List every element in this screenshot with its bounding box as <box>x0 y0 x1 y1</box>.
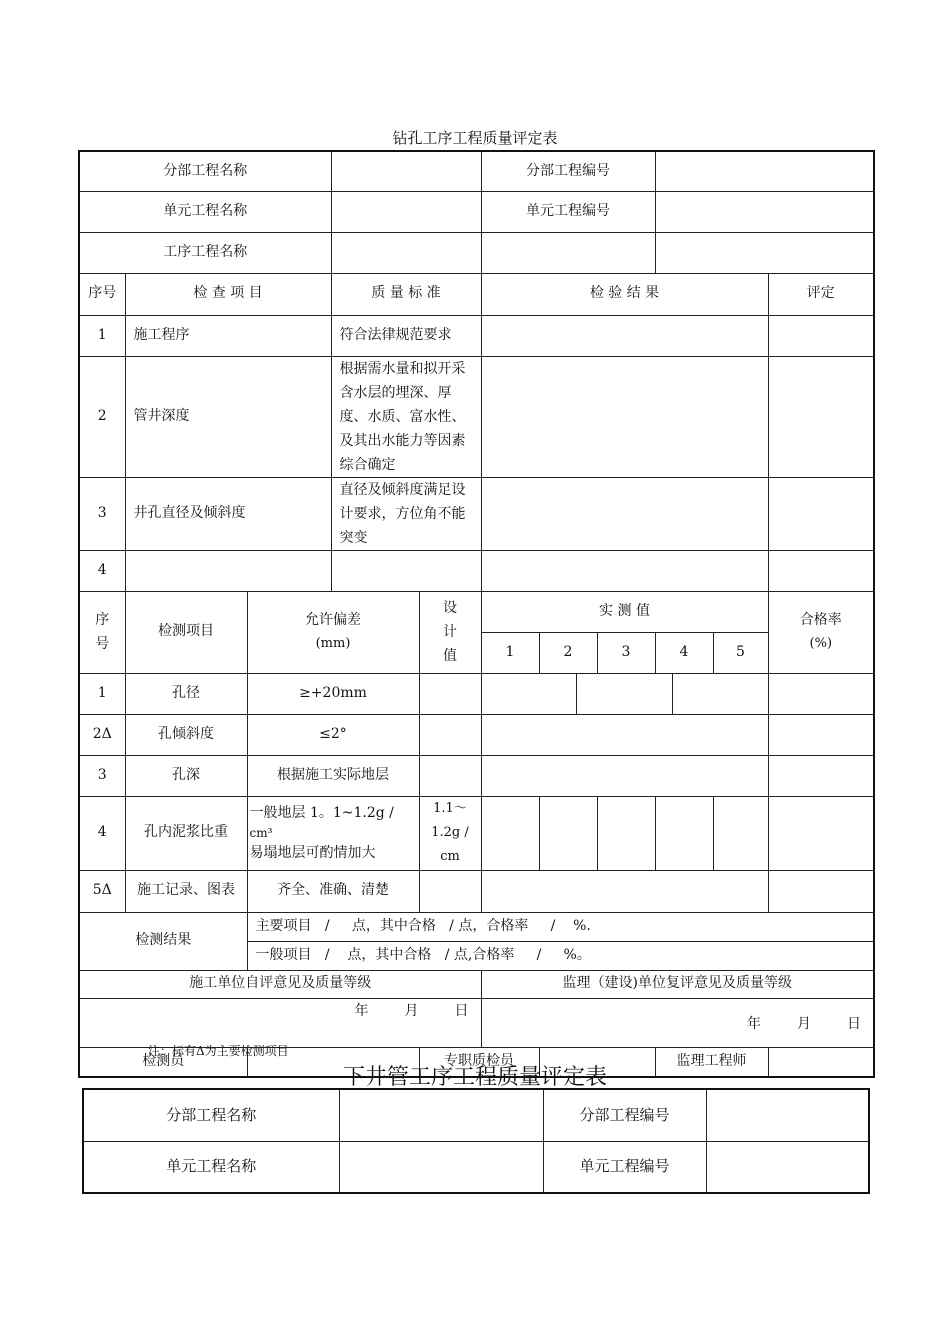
pass-rate-cell[interactable] <box>768 870 874 912</box>
unit-name-value[interactable] <box>331 191 481 232</box>
pass-rate-header: 合格率 (%) <box>768 591 874 673</box>
measured-values[interactable] <box>481 755 768 796</box>
pass-rate-cell[interactable] <box>768 673 874 714</box>
result-label: 检测结果 <box>79 912 247 970</box>
division-name-label: 分部工程名称 <box>79 151 331 191</box>
table-row: 5Δ 施工记录、图表 齐全、准确、清楚 <box>79 870 874 912</box>
supervisor-label: 监理工程师 <box>655 1047 768 1077</box>
measured-value-5[interactable] <box>713 796 768 870</box>
supervision-label: 监理（建设)单位复评意见及质量等级 <box>481 970 874 998</box>
standard-header: 质 量 标 准 <box>331 273 481 315</box>
measure-item-header: 检测项目 <box>125 591 247 673</box>
quality-inspector-label: 专职质检员 <box>419 1047 539 1077</box>
measured-value-3[interactable] <box>597 796 655 870</box>
footnote: 注：标有Δ为主要检测项目 <box>148 1044 289 1058</box>
unit-code-value[interactable] <box>655 191 874 232</box>
pass-rate-cell[interactable] <box>768 796 874 870</box>
rating-cell[interactable] <box>768 315 874 356</box>
measured-header: 实 测 值 <box>481 591 768 632</box>
self-eval-cell[interactable]: 年 月 日 <box>79 998 481 1047</box>
form1-title: 钻孔工序工程质量评定表 <box>392 129 558 147</box>
pass-rate-cell[interactable] <box>768 714 874 755</box>
measured-value-4[interactable] <box>655 796 713 870</box>
item-header: 检 查 项 目 <box>125 273 331 315</box>
division-code-value[interactable] <box>655 151 874 191</box>
measured-value-1[interactable] <box>481 796 539 870</box>
pass-rate-cell[interactable] <box>768 755 874 796</box>
table-row: 2Δ 孔倾斜度 ≤2° <box>79 714 874 755</box>
division-code-label: 分部工程编号 <box>481 151 655 191</box>
unit-name-value-2[interactable] <box>339 1141 543 1193</box>
result-cell[interactable] <box>481 315 768 356</box>
result-cell[interactable] <box>481 356 768 477</box>
table-row: 3 孔深 根据施工实际地层 <box>79 755 874 796</box>
rating-header: 评定 <box>768 273 874 315</box>
unit-code-value-2[interactable] <box>706 1141 869 1193</box>
result-cell[interactable] <box>481 477 768 550</box>
measure-seq-header: 序 号 <box>79 591 125 673</box>
design-value-header: 设 计 值 <box>419 591 481 673</box>
unit-name-label: 单元工程名称 <box>79 191 331 232</box>
process-name-label: 工序工程名称 <box>79 232 331 273</box>
division-code-label-2: 分部工程编号 <box>543 1089 706 1141</box>
table-row: 1 孔径 ≥+20mm <box>79 673 874 714</box>
table-row: 2 管井深度 根据需水量和拟开采含水层的埋深、厚度、水质、富水性、及其出水能力等因素综合确定 <box>79 356 874 477</box>
unit-name-label-2: 单元工程名称 <box>83 1141 339 1193</box>
main-items-result: 主要项目 / 点，其中合格 / 点，合格率 / %. <box>247 912 874 941</box>
rating-cell[interactable] <box>768 356 874 477</box>
division-code-value-2[interactable] <box>706 1089 869 1141</box>
measured-values[interactable] <box>481 714 768 755</box>
supervision-cell[interactable]: 年 月 日 <box>481 998 874 1047</box>
drilling-quality-table: 分部工程名称 分部工程编号 单元工程名称 单元工程编号 工序工程名称 序号 检 查 项 目 质 量 标 准 检 验 结 果 评定 1 施工程序 符合法律规范要求 2 管井深度 根据需水量和拟开采含水层的埋深、厚度、水质、富水性、及其出水能力等因素综合确定 3 井孔直径及倾斜度 直径及倾斜度满足设计要求，方位角不能突变 4 序 号 检测项目 允许偏差 (mm) 设 计 值 实 测 值 合格率 (%) 1 2 3 4 5 1 孔径 ≥+20mm 2Δ 孔倾斜度 ≤2° 3 孔深 根据施工实际地层 4 孔内泥浆比重 一般地层 1。1~1.2g / cm³ 易塌地层可酌情加大 1.1～1.2g / cm 5Δ 施工记录、图表 齐全、准确、清楚 检测结果 主要项目 / 点，其中合格 / 点，合格率 / %. 一般项目 / 点，其中合格 / 点,合格率 / %。 施工单位自评意见及质量等级 监理（建设)单位复评意见及质量等级 年 月 日 年 月 日 检测员 专职质检员 监理工程师 <box>78 150 875 1078</box>
result-cell[interactable] <box>481 550 768 591</box>
general-items-result: 一般项目 / 点，其中合格 / 点,合格率 / %。 <box>247 941 874 970</box>
seq-header: 序号 <box>79 273 125 315</box>
measured-values[interactable] <box>481 673 768 714</box>
pipe-quality-table <box>82 1088 870 1194</box>
rating-cell[interactable] <box>768 550 874 591</box>
result-header: 检 验 结 果 <box>481 273 768 315</box>
table-row: 3 井孔直径及倾斜度 直径及倾斜度满足设计要求，方位角不能突变 <box>79 477 874 550</box>
process-name-value[interactable] <box>331 232 481 273</box>
division-name-label-2: 分部工程名称 <box>83 1089 339 1141</box>
rating-cell[interactable] <box>768 477 874 550</box>
division-name-value-2[interactable] <box>339 1089 543 1141</box>
measured-value-2[interactable] <box>539 796 597 870</box>
form2-title: 下井管工序工程质量评定表 <box>342 1065 607 1090</box>
inspector-label: 检测员 <box>79 1047 247 1077</box>
table-row: 1 施工程序 符合法律规范要求 <box>79 315 874 356</box>
unit-code-label: 单元工程编号 <box>481 191 655 232</box>
table-row: 4 孔内泥浆比重 一般地层 1。1~1.2g / cm³ 易塌地层可酌情加大 1.1～1.2g / cm <box>79 796 874 870</box>
self-eval-label: 施工单位自评意见及质量等级 <box>79 970 481 998</box>
division-name-value[interactable] <box>331 151 481 191</box>
measured-values[interactable] <box>481 870 768 912</box>
table-row: 4 <box>79 550 874 591</box>
unit-code-label-2: 单元工程编号 <box>543 1141 706 1193</box>
tolerance-header: 允许偏差 (mm) <box>247 591 419 673</box>
